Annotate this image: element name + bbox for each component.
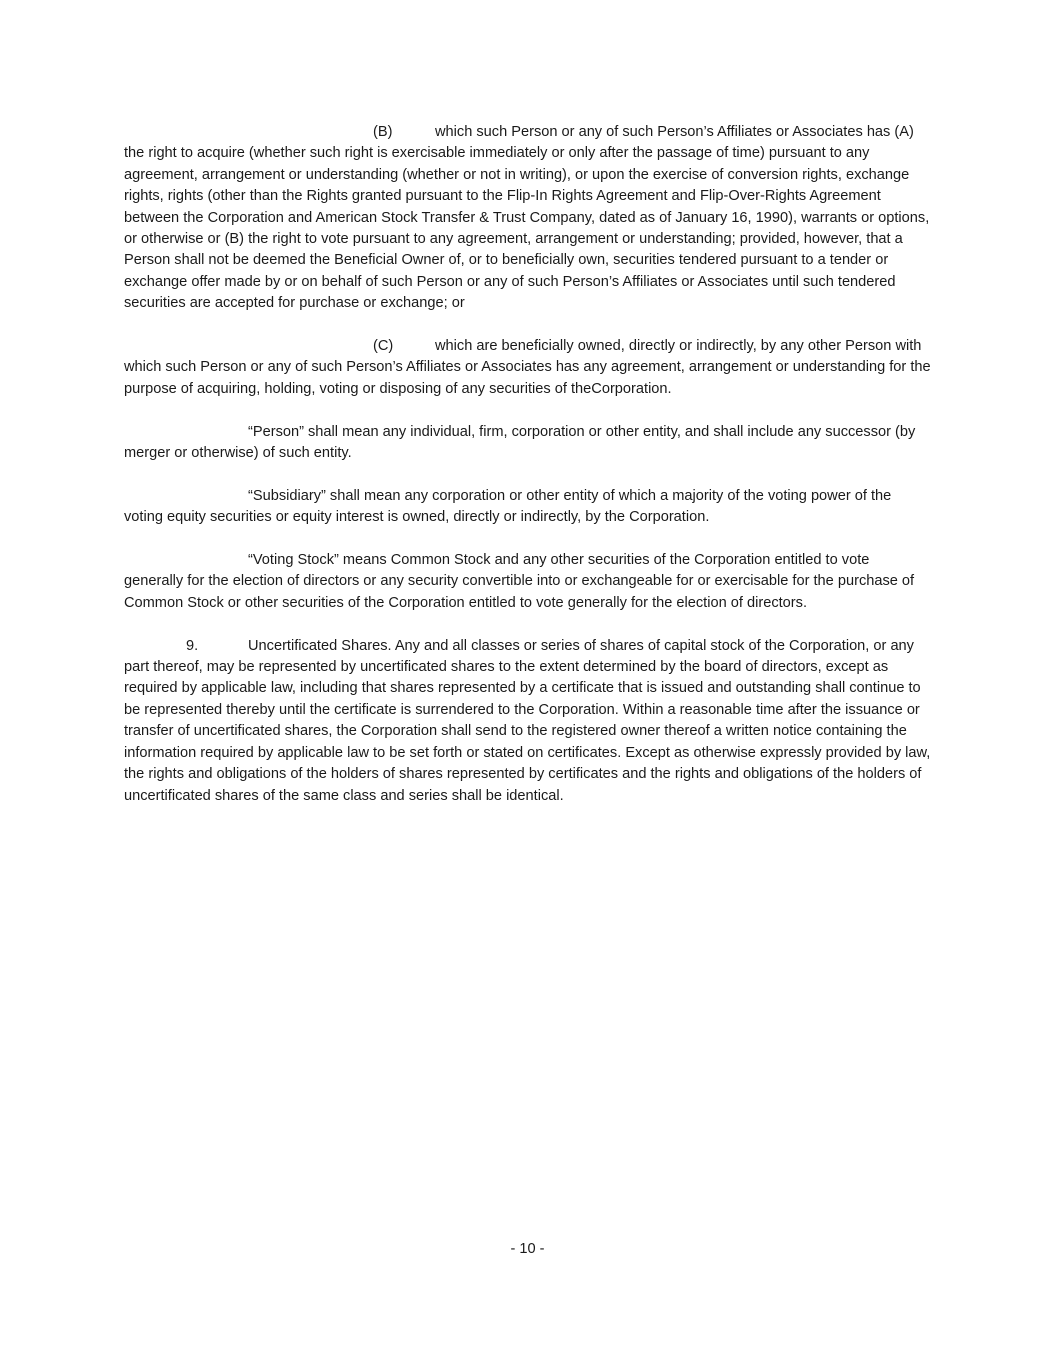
definition-subsidiary — [124, 486, 932, 529]
definition-person — [124, 422, 932, 465]
clause-b-text: which such Person or any of such Person’s Affiliates or Associates has (A) the right to acquire (whether such right is exercisable immediately or only after the passage of time) pursuant to any agreement, arrangement or understanding (whether or not in writing), or upon the exercise of conversion rights, exchange rights, rights (other than the Rights granted pursuant to the Flip-In Rights Agreement and Flip-Over-Rights Agreement between the Corporation and American Stock Transfer & Trust Company, dated as of January 16, 1990), warrants or options, or otherwise or (B) the right to vote pursuant to any agreement, arrangement or understanding; provided, however, that a Person shall not be deemed the Beneficial Owner of, or to beneficially own, securities tendered pursuant to a tender or exchange offer made by or on behalf of such Person or any of such Person’s Affiliates or Associates until such tendered securities are accepted for purchase or exchange; or — [124, 124, 930, 312]
clause-c — [124, 336, 932, 400]
clause-c-label: (C) — [373, 338, 394, 355]
document-body — [124, 122, 932, 828]
section-9 — [124, 636, 932, 807]
definition-person-text: “Person” shall mean any individual, firm, corporation or other entity, and shall include any successor (by merger or otherwise) of such entity. — [124, 423, 916, 462]
clause-b — [124, 122, 932, 315]
clause-b-label: (B) — [373, 124, 393, 140]
clause-c-text: which are beneficially owned, directly or indirectly, by any other Person with which such Person or any of such Person’s Affiliates or Associates has any agreement, arrangement or understanding for the purpose of acquiring, holding, voting or disposing of any securities of theCorporation. — [124, 338, 931, 397]
definition-voting-stock-text: “Voting Stock” means Common Stock and any other securities of the Corporation entitled to vote generally for the election of directors or any security convertible into or exchangeable for or exercisable for the purchase of Common Stock or other securities of the Corporation entitled to vote generally for the election of directors. — [124, 552, 915, 611]
page-number: - 10 - — [510, 1241, 545, 1257]
section-9-number: 9. — [186, 637, 199, 654]
definition-subsidiary-text: “Subsidiary” shall mean any corporation or other entity of which a majority of the voting power of the voting equity securities or equity interest is owned, directly or indirectly, by the Corporation. — [124, 487, 892, 526]
definition-voting-stock — [124, 550, 932, 614]
section-9-text: Uncertificated Shares. Any and all classes or series of shares of capital stock of the Corporation, or any part thereof, may be represented by uncertificated shares to the extent determined by the board of directors, except as required by applicable law, including that shares represented by a certificate that is issued and outstanding shall continue to be represented thereby until the certificate is surrendered to the Corporation. Within a reasonable time after the issuance or transfer of uncertificated shares, the Corporation shall send to the registered owner thereof a written notice containing the information required by applicable law to be set forth or stated on certificates. Except as otherwise expressly provided by law, the rights and obligations of the holders of shares represented by certificates and the rights and obligations of the holders of uncertificated shares of the same class and series shall be identical. — [124, 637, 931, 804]
